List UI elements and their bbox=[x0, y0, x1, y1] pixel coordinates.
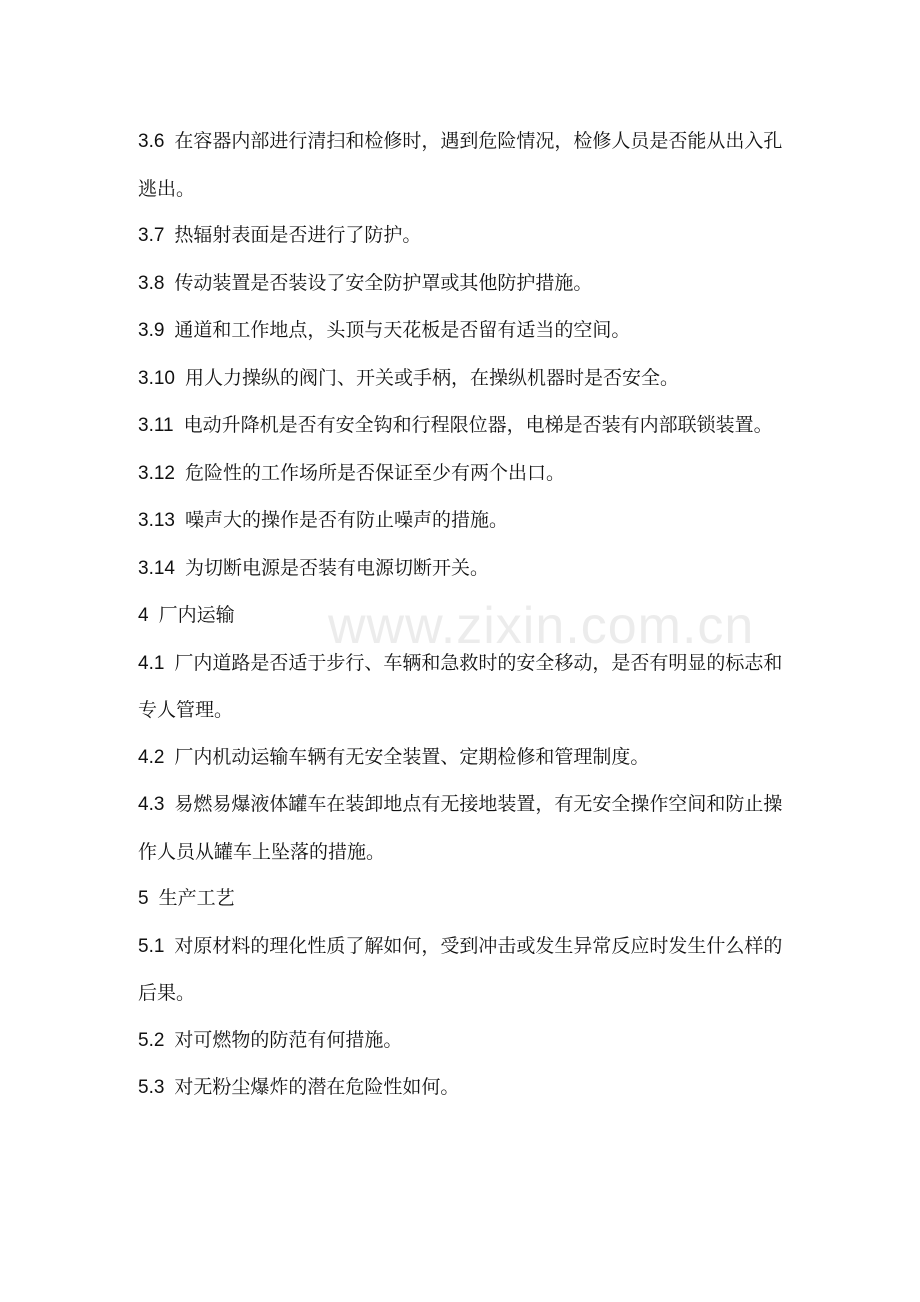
paragraph-5-2 bbox=[138, 1017, 786, 1065]
paragraph-text: 通道和工作地点，头顶与天花板是否留有适当的空间。 bbox=[174, 319, 631, 341]
paragraph-text: 热辐射表面是否进行了防护。 bbox=[174, 224, 422, 246]
paragraph-number: 4.3 bbox=[138, 794, 165, 815]
paragraph-text: 对原材料的理化性质了解如何，受到冲击或发生异常反应时发生什么样的后果。 bbox=[138, 934, 783, 1004]
paragraph-text: 传动装置是否装设了安全防护罩或其他防护措施。 bbox=[174, 271, 593, 294]
paragraph-3-7 bbox=[138, 212, 786, 260]
paragraph-text: 噪声大的操作是否有防止噪声的措施。 bbox=[184, 509, 508, 531]
paragraph-3-11 bbox=[138, 402, 786, 450]
paragraph-number: 3.10 bbox=[138, 367, 175, 389]
paragraph-text: 对可燃物的防范有何措施。 bbox=[174, 1028, 403, 1051]
paragraph-3-6 bbox=[138, 118, 786, 212]
paragraph-3-10 bbox=[138, 355, 786, 403]
section-heading-5 bbox=[138, 875, 786, 923]
paragraph-4-2 bbox=[138, 734, 786, 782]
section-heading-4 bbox=[138, 592, 786, 640]
paragraph-text: 危险性的工作场所是否保证至少有两个出口。 bbox=[184, 461, 565, 484]
paragraph-3-14 bbox=[138, 545, 786, 593]
watermark-text: www.zixin.com.cn bbox=[328, 597, 755, 655]
paragraph-number: 3.7 bbox=[138, 225, 165, 246]
paragraph-number: 3.6 bbox=[138, 131, 165, 152]
paragraph-5-1 bbox=[138, 923, 786, 1017]
paragraph-number: 3.9 bbox=[138, 320, 165, 341]
paragraph-number: 5.1 bbox=[138, 935, 165, 957]
paragraph-text: 电动升降机是否有安全钩和行程限位器，电梯是否装有内部联锁装置。 bbox=[183, 414, 773, 436]
section-number: 5 bbox=[138, 888, 149, 909]
paragraph-number: 4.2 bbox=[138, 746, 165, 768]
paragraph-3-13 bbox=[138, 497, 786, 545]
document-body bbox=[138, 118, 786, 1112]
paragraph-text: 为切断电源是否装有电源切断开关。 bbox=[184, 556, 489, 579]
paragraph-3-12 bbox=[138, 450, 786, 498]
paragraph-number: 5.2 bbox=[138, 1029, 165, 1051]
section-title: 生产工艺 bbox=[158, 887, 235, 909]
paragraph-text: 易燃易爆液体罐车在装卸地点有无接地装置，有无安全操作空间和防止操作人员从罐车上坠落的措施。 bbox=[138, 793, 783, 863]
paragraph-number: 5.3 bbox=[138, 1077, 165, 1098]
paragraph-4-3 bbox=[138, 781, 786, 875]
section-title: 厂内运输 bbox=[158, 604, 235, 626]
paragraph-number: 4.1 bbox=[138, 652, 165, 674]
paragraph-3-9 bbox=[138, 307, 786, 355]
paragraph-text: 在容器内部进行清扫和检修时，遇到危险情况，检修人员是否能从出入孔逃出。 bbox=[138, 130, 783, 200]
paragraph-3-8 bbox=[138, 260, 786, 308]
paragraph-4-1 bbox=[138, 640, 786, 734]
paragraph-text: 用人力操纵的阀门、开关或手柄，在操纵机器时是否安全。 bbox=[184, 366, 679, 389]
section-number: 4 bbox=[138, 605, 149, 626]
paragraph-text: 厂内机动运输车辆有无安全装置、定期检修和管理制度。 bbox=[174, 745, 650, 768]
paragraph-number: 3.11 bbox=[138, 415, 174, 436]
paragraph-number: 3.13 bbox=[138, 510, 175, 531]
paragraph-text: 对无粉尘爆炸的潜在危险性如何。 bbox=[174, 1076, 460, 1098]
paragraph-number: 3.8 bbox=[138, 272, 165, 294]
paragraph-5-3 bbox=[138, 1064, 786, 1112]
paragraph-number: 3.14 bbox=[138, 557, 175, 579]
paragraph-number: 3.12 bbox=[138, 462, 175, 484]
paragraph-text: 厂内道路是否适于步行、车辆和急救时的安全移动，是否有明显的标志和专人管理。 bbox=[138, 651, 783, 721]
